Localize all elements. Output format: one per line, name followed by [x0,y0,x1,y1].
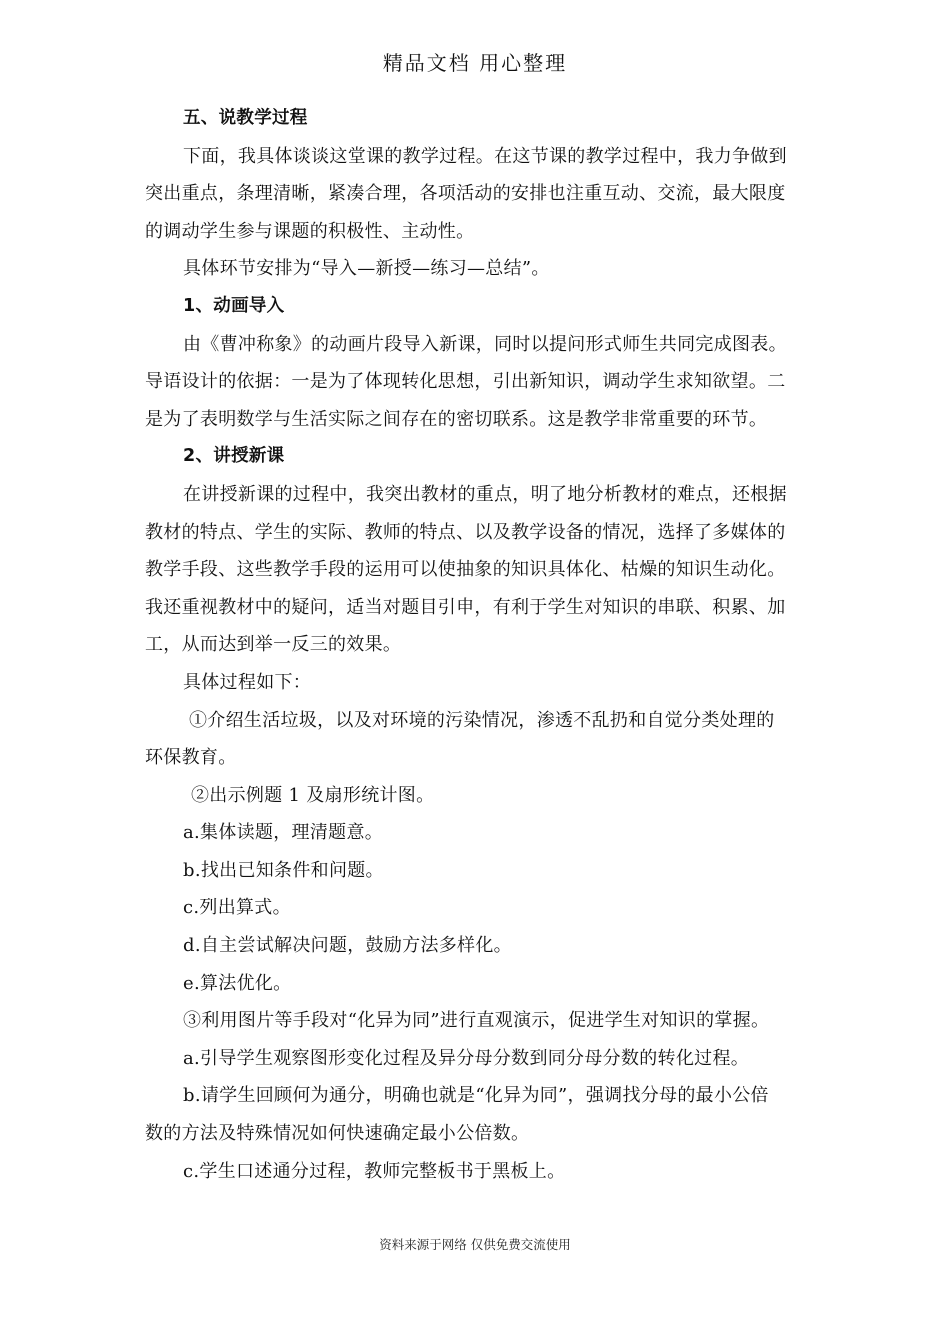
paragraph-line: 由《曹冲称象》的动画片段导入新课，同时以提问形式师生共同完成图表。 [183,333,787,355]
page-header: 精品文档 用心整理 [382,51,568,75]
list-item: b.找出已知条件和问题。 [183,859,384,881]
list-item: d.自主尝试解决问题，鼓励方法多样化。 [183,935,512,957]
paragraph-line: 我还重视教材中的疑问，适当对题目引申，有利于学生对知识的串联、积累、加 [145,596,786,618]
page-footer: 资料来源于网络 仅供免费交流使用 [379,1237,571,1252]
list-item: a.引导学生观察图形变化过程及异分母分数到同分母分数的转化过程。 [183,1047,750,1069]
paragraph-line: 具体环节安排为“导入—新授—练习—总结”。 [183,258,550,280]
paragraph-line: 教学手段、这些教学手段的运用可以使抽象的知识具体化、枯燥的知识生动化。 [145,559,786,581]
list-item: ①介绍生活垃圾，以及对环境的污染情况，渗透不乱扔和自觉分类处理的 [189,709,775,731]
paragraph-line: 的调动学生参与课题的积极性、主动性。 [145,220,475,242]
paragraph-line: 教材的特点、学生的实际、教师的特点、以及教学设备的情况，选择了多媒体的 [145,521,786,543]
paragraph-line: 在讲授新课的过程中，我突出教材的重点，明了地分析教材的难点，还根据 [183,483,787,505]
section-heading: 五、说教学过程 [183,108,308,128]
list-item: a.集体读题，理清题意。 [183,822,384,844]
paragraph-line: 环保教育。 [145,747,237,769]
list-item: b.请学生回顾何为通分，明确也就是“化异为同”，强调找分母的最小公倍 [183,1085,769,1107]
list-item: ③利用图片等手段对“化异为同”进行直观演示，促进学生对知识的掌握。 [183,1010,770,1032]
paragraph-line: 突出重点，条理清晰，紧凑合理，各项活动的安排也注重互动、交流，最大限度 [145,183,786,205]
list-item: c.列出算式。 [183,897,291,919]
subsection-heading: 1、动画导入 [183,295,285,316]
paragraph-line: 具体过程如下： [183,671,312,693]
paragraph-line: 是为了表明数学与生活实际之间存在的密切联系。这是教学非常重要的环节。 [145,408,768,430]
document-body [145,100,820,1190]
paragraph-line: 数的方法及特殊情况如何快速确定最小公倍数。 [145,1123,530,1145]
list-item: e.算法优化。 [183,972,292,994]
list-item: ②出示例题 1 及扇形统计图。 [191,784,435,806]
list-item: c.学生口述通分过程，教师完整板书于黑板上。 [183,1160,566,1182]
paragraph-line: 下面，我具体谈谈这堂课的教学过程。在这节课的教学过程中，我力争做到 [183,145,787,167]
subsection-heading: 2、讲授新课 [183,446,285,467]
paragraph-line: 工，从而达到举一反三的效果。 [145,634,402,656]
paragraph-line: 导语设计的依据：一是为了体现转化思想，引出新知识，调动学生求知欲望。二 [145,371,786,393]
